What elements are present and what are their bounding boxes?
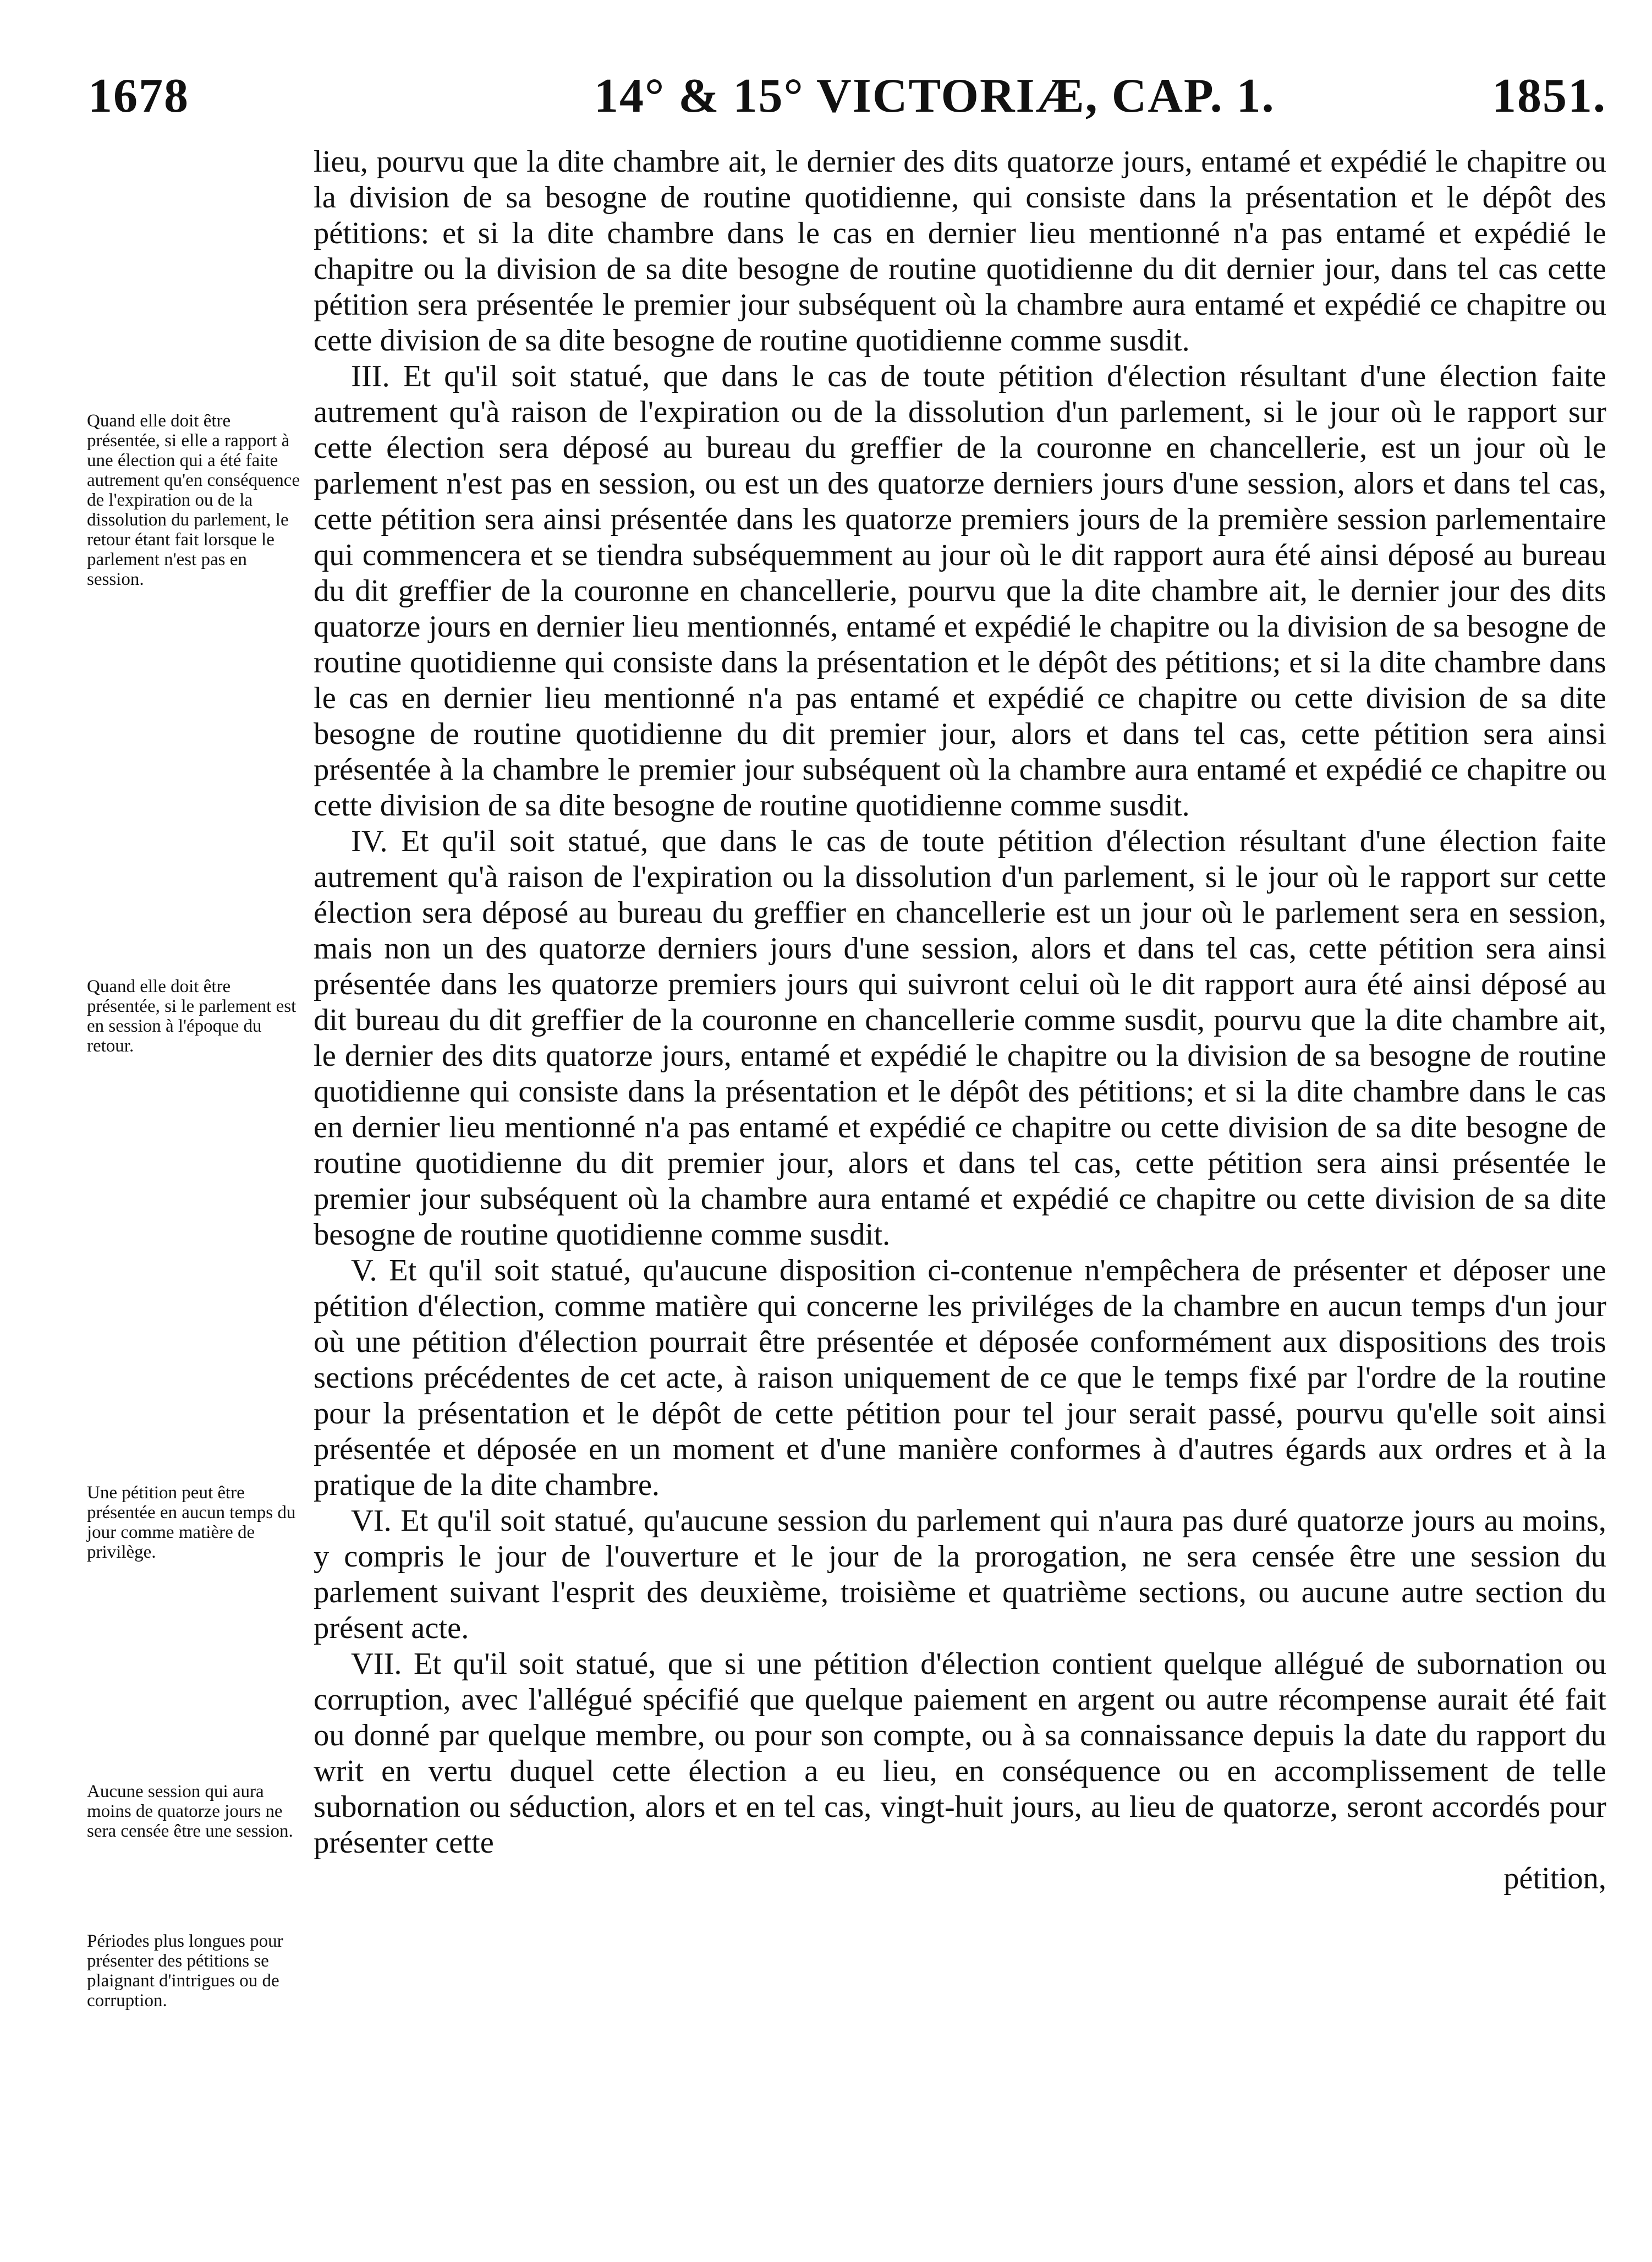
side-note: Une pétition peut être présentée en aucun temps du jour comme matière de privilège. bbox=[87, 1483, 296, 1562]
side-note: Quand elle doit être présentée, si elle a rapport à une élection qui a été faite autrement qu'en conséquence de l'expiration ou de la dissolution du parlement, le retour étant fait lorsque le parlement n'est pas en session. bbox=[87, 411, 300, 589]
side-note: Aucune session qui aura moins de quatorze jours ne sera censée être une session. bbox=[87, 1782, 293, 1841]
section-iv: IV. Et qu'il soit statué, que dans le cas de toute pétition d'élection résultant d'une élection faite autrement qu'à raison de l'expiration ou la dissolution d'un parlement, si le jour où le rapport sur cette élection sera déposé au bureau du greffier en chancellerie est un jour où le parlement sera en session, mais non un des quatorze derniers jours d'une session, alors et dans tel cas, cette pétition sera ainsi présentée dans les quatorze premiers jours qui suivront celui où le dit rapport aura été ainsi déposé au dit bureau du dit greffier de la couronne en chancellerie comme susdit, pourvu que la dite chambre ait, le dernier des dits quatorze jours, entamé et expédié le chapitre ou la division de sa besogne de routine quotidienne qui consiste dans la présentation et le dépôt des pétitions; et si la dite chambre dans le cas en dernier lieu mentionné n'a pas entamé et expédié ce chapitre ou cette division de sa dite besogne de routine quotidienne du dit premier jour, alors et dans tel cas, cette pétition sera ainsi présentée le premier jour subséquent où la chambre aura entamé et expédié ce chapitre ou cette division de sa dite besogne de routine quotidienne comme susdit. bbox=[314, 824, 1606, 1252]
year: 1851. bbox=[1492, 69, 1606, 123]
running-title: 14° & 15° VICTORIÆ, CAP. 1. bbox=[594, 69, 1275, 123]
page-final-word: pétition, bbox=[1503, 1861, 1606, 1896]
section-v: V. Et qu'il soit statué, qu'aucune disposition ci-contenue n'empêchera de présenter et déposer une pétition d'élection, comme matière qui concerne les priviléges de la chambre en aucun temps d'un jour où une pétition d'élection pourrait être présentée et déposée conformément aux dispositions des trois sections précédentes de cet acte, à raison uniquement de ce que le temps fixé par l'ordre de la routine pour la présentation et le dépôt de cette pétition pour tel jour serait passé, pourvu qu'elle soit ainsi présentée et déposée en un moment et d'une manière conformes à d'autres égards aux ordres et à la pratique de la dite chambre. bbox=[314, 1253, 1606, 1502]
side-note: Périodes plus longues pour présenter des pétitions se plaignant d'intrigues ou de corruption. bbox=[87, 1931, 283, 2011]
main-text bbox=[314, 144, 1606, 1897]
page-header bbox=[88, 66, 1606, 127]
side-note: Quand elle doit être présentée, si le parlement est en session à l'époque du retour. bbox=[87, 977, 297, 1056]
page-number: 1678 bbox=[88, 69, 189, 123]
section-iii: III. Et qu'il soit statué, que dans le cas de toute pétition d'élection résultant d'une élection faite autrement qu'à raison de l'expiration ou de la dissolution d'un parlement, si le jour où le rapport sur cette élection sera déposé au bureau du greffier de la couronne en chancellerie, est un jour où le parlement n'est pas en session, ou est un des quatorze derniers jours d'une session, alors et dans tel cas, cette pétition sera ainsi présentée dans les quatorze premiers jours de la première session parlementaire qui commencera et se tiendra subséquemment au jour où le dit rapport aura été ainsi déposé au bureau du dit greffier de la couronne en chancellerie, pourvu que la dite chambre ait, le dernier jour des dits quatorze jours en dernier lieu mentionnés, entamé et expédié le chapitre ou la division de sa besogne de routine quotidienne qui consiste dans la présentation et le dépôt des pétitions; et si la dite chambre dans le cas en dernier lieu mentionné n'a pas entamé et expédié ce chapitre ou cette division de sa dite besogne de routine quotidienne du dit premier jour, alors et dans tel cas, cette pétition sera ainsi présentée à la chambre le premier jour subséquent où la chambre aura entamé et expédié ce chapitre ou cette division de sa dite besogne de routine quotidienne comme susdit. bbox=[314, 359, 1606, 823]
paragraph-continuation: lieu, pourvu que la dite chambre ait, le dernier des dits quatorze jours, entamé et expédié le chapitre ou la division de sa besogne de routine quotidienne, qui consiste dans la présentation et le dépôt des pétitions: et si la dite chambre dans le cas en dernier lieu mentionné n'a pas entamé et expédié le chapitre ou la division de sa dite besogne de routine quotidienne du dit dernier jour, dans tel cas cette pétition sera présentée le premier jour subséquent où la chambre aura entamé et expédié ce chapitre ou cette division de sa dite besogne de routine quotidienne comme susdit. bbox=[314, 145, 1606, 358]
section-vii: VII. Et qu'il soit statué, que si une pétition d'élection contient quelque allégué de subornation ou corruption, avec l'allégué spécifié que quelque paiement en argent ou autre récompense aurait été fait ou donné par quelque membre, ou pour son compte, ou à sa connaissance depuis la date du rapport du writ en vertu duquel cette élection a eu lieu, en conséquence ou en accomplissement de telle subornation ou séduction, alors et en tel cas, vingt-huit jours, au lieu de quatorze, seront accordés pour présenter cette bbox=[314, 1647, 1606, 1860]
section-vi: VI. Et qu'il soit statué, qu'aucune session du parlement qui n'aura pas duré quatorze jours au moins, y compris le jour de l'ouverture et le jour de la prorogation, ne sera censée être une session du parlement suivant l'esprit des deuxième, troisième et quatrième sections, ou aucune autre section du présent acte. bbox=[314, 1504, 1606, 1645]
